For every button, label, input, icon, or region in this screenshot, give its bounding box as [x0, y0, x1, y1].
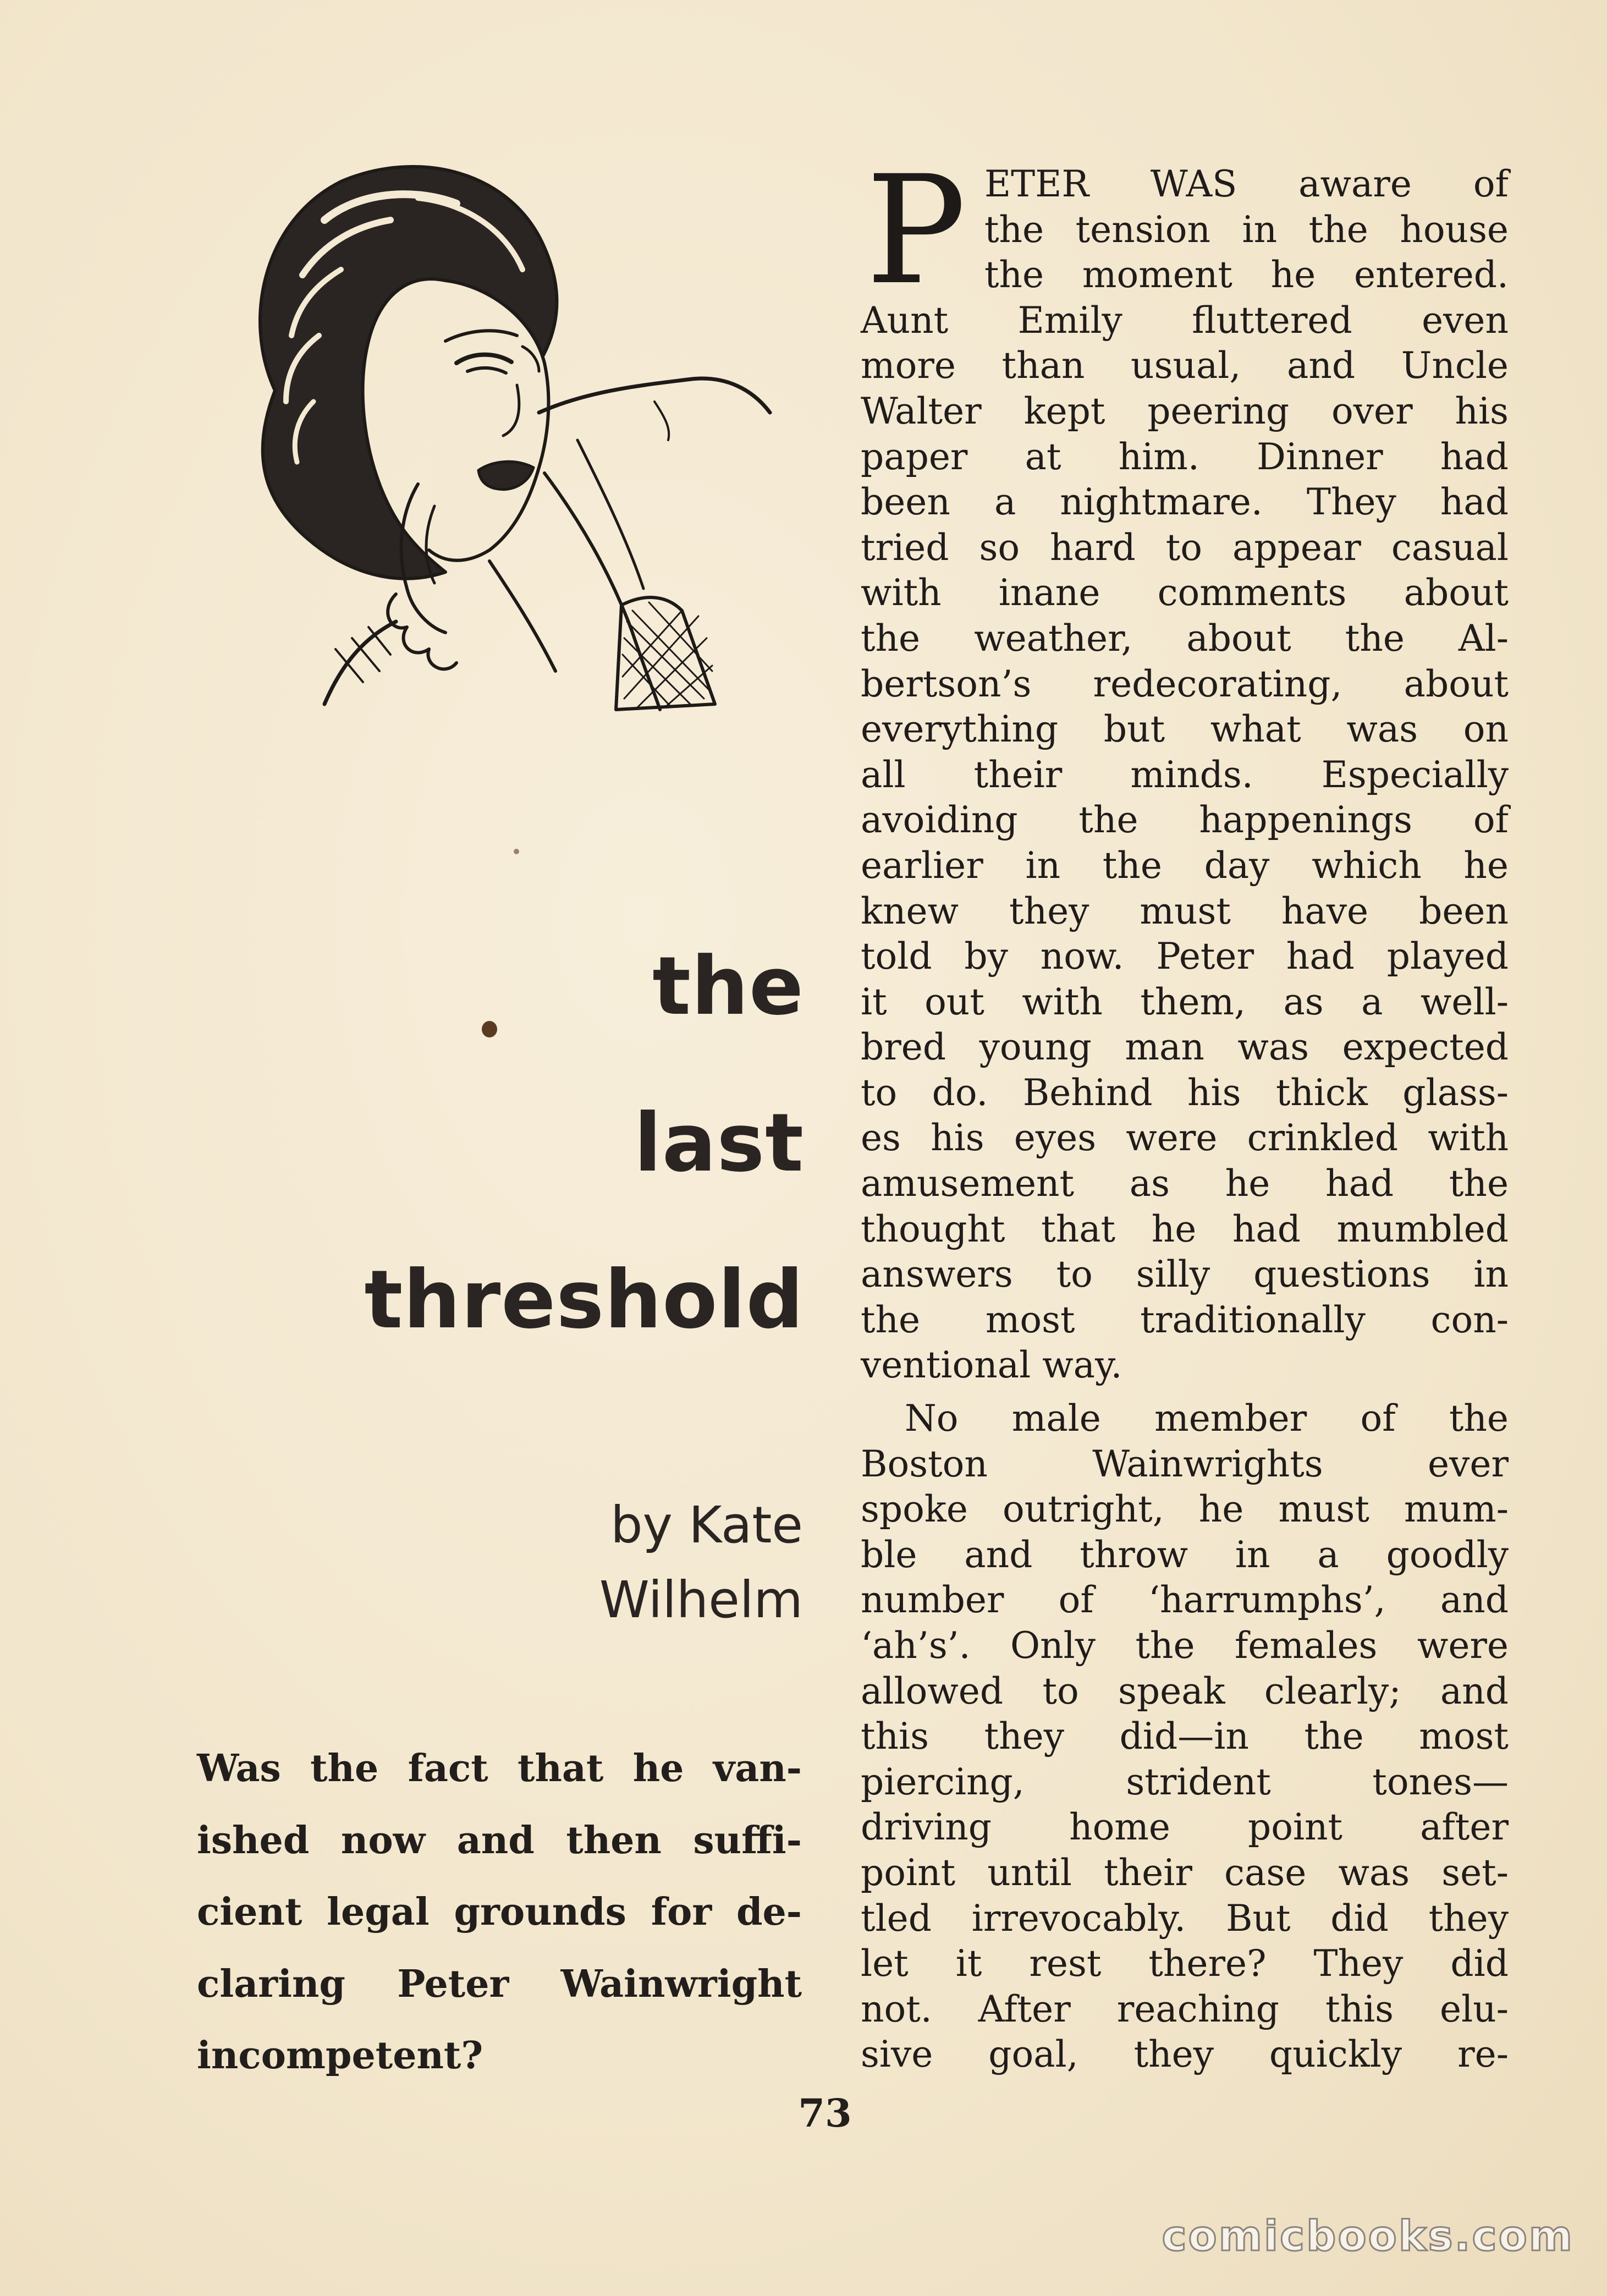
body-line: tled irrevocably. But did they [861, 1897, 1509, 1940]
body-line: piercing, strident tones— [861, 1760, 1509, 1803]
title-word-the: the [652, 940, 804, 1033]
body-line: the moment he entered. [984, 254, 1509, 296]
body-line: No male member of the [905, 1397, 1509, 1440]
byline-author-surname: Wilhelm [599, 1570, 803, 1629]
body-line: Walter kept peering over his [861, 389, 1509, 432]
title-word-last: last [634, 1096, 804, 1190]
body-line: ‘ah’s’. Only the females were [861, 1624, 1509, 1667]
blurb-line: claring Peter Wainwright [197, 1962, 802, 2006]
shoulder-line [324, 622, 396, 704]
body-line: amusement as he had the [861, 1162, 1509, 1205]
page-number: 73 [798, 2090, 852, 2136]
story-body-column [861, 162, 1509, 2078]
body-line: the most traditionally con- [861, 1298, 1509, 1341]
body-line: ETER WAS aware of [984, 163, 1509, 205]
body-line: everything but what was on [861, 708, 1509, 751]
body-line: all their minds. Especially [861, 753, 1509, 796]
body-line: es his eyes were crinkled with [861, 1117, 1509, 1160]
body-line: sive goal, they quickly re- [861, 2033, 1509, 2076]
paragraph-1 [861, 162, 1509, 1388]
drop-cap: P [866, 144, 967, 318]
body-line: bred young man was expected [861, 1026, 1509, 1069]
byline-line-1: by Kate [610, 1496, 803, 1555]
body-line: this they did—in the most [861, 1715, 1509, 1758]
body-line: driving home point after [861, 1806, 1509, 1849]
body-line: told by now. Peter had played [861, 935, 1509, 978]
body-line: more than usual, and Uncle [861, 344, 1509, 387]
blurb-line: ished now and then suffi- [197, 1818, 802, 1863]
blurb-line: cient legal grounds for de- [197, 1890, 802, 1934]
body-line: Boston Wainwrights ever [861, 1442, 1509, 1485]
body-line: knew they must have been [861, 889, 1509, 932]
paragraph-2 [861, 1396, 1509, 2078]
story-blurb [197, 1733, 802, 2092]
blurb-line: Was the fact that he van- [197, 1746, 802, 1790]
byline [599, 1488, 803, 1638]
body-line: avoiding the happenings of [861, 799, 1509, 842]
body-line: the tension in the house [984, 208, 1509, 251]
blurb-line: incompetent? [197, 2034, 483, 2078]
body-line: not. After reaching this elu- [861, 1987, 1509, 2030]
body-line: the weather, about the Al- [861, 617, 1509, 660]
body-line: to do. Behind his thick glass- [861, 1071, 1509, 1114]
body-line: number of ‘harrumphs’, and [861, 1579, 1509, 1622]
woman-portrait-drawing [159, 154, 814, 726]
body-line: ventional way. [861, 1344, 1122, 1387]
body-line: answers to silly questions in [861, 1253, 1509, 1296]
body-line: Aunt Emily fluttered even [861, 299, 1509, 342]
body-line: been a nightmare. They had [861, 481, 1509, 524]
body-line: with inane comments about [861, 572, 1509, 614]
body-line: it out with them, as a well- [861, 980, 1509, 1023]
body-line: allowed to speak clearly; and [861, 1669, 1509, 1712]
body-line: let it rest there? They did [861, 1942, 1509, 1985]
title-word-threshold: threshold [364, 1253, 804, 1347]
site-watermark: comicbooks.com [1162, 2211, 1574, 2260]
paragraph-gap [861, 1388, 1509, 1396]
body-line: spoke outright, he must mum- [861, 1488, 1509, 1531]
body-line: earlier in the day which he [861, 844, 1509, 887]
woman-portrait-illustration [159, 154, 814, 726]
ink-speck [482, 1021, 497, 1037]
body-line: point until their case was set- [861, 1851, 1509, 1894]
body-line: ble and throw in a goodly [861, 1533, 1509, 1576]
body-line: thought that he had mumbled [861, 1207, 1509, 1250]
body-line: bertson’s redecorating, about [861, 662, 1509, 705]
ink-speck [514, 849, 519, 854]
body-line: paper at him. Dinner had [861, 435, 1509, 478]
body-line: tried so hard to appear casual [861, 526, 1509, 569]
